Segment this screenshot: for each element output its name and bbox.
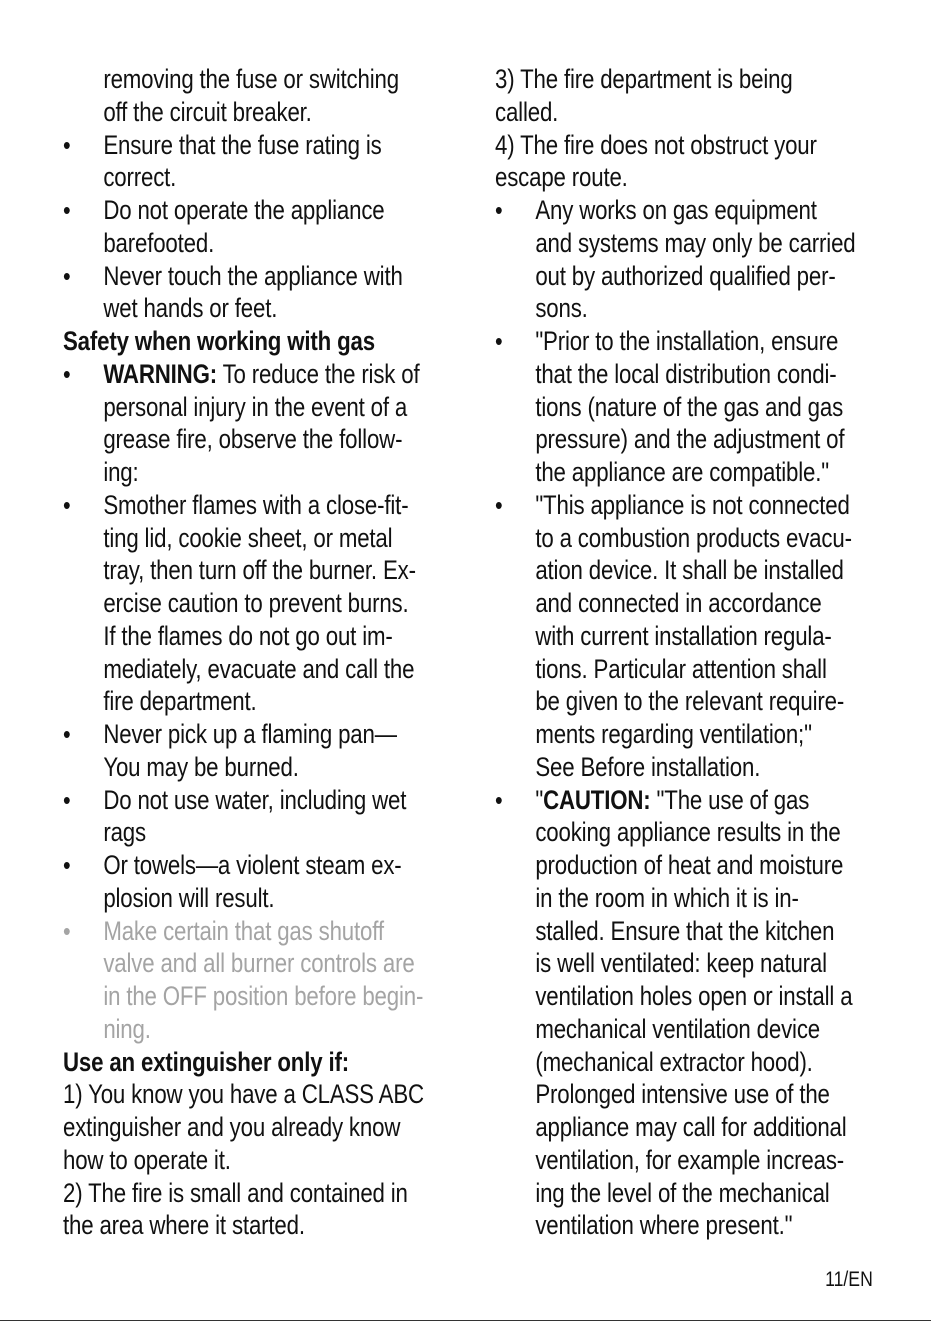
text-line bbox=[495, 1144, 845, 1177]
line-text: Safety when working with gas bbox=[63, 326, 375, 356]
line-text: ing: bbox=[103, 457, 139, 487]
emphasis-label: WARNING: bbox=[103, 358, 217, 389]
line-text: ing the level of the mechanical bbox=[535, 1177, 830, 1208]
line-text: cooking appliance results in the bbox=[535, 817, 841, 848]
line-text: If the flames do not go out im- bbox=[103, 620, 393, 651]
line-text: Use an extinguisher only if: bbox=[63, 1046, 349, 1077]
text-line bbox=[63, 227, 386, 260]
text-line bbox=[63, 653, 415, 686]
line-text: (mechanical extractor hood). bbox=[535, 1046, 813, 1077]
text-line bbox=[495, 292, 823, 325]
line-text: pressure) and the adjustment of bbox=[535, 424, 845, 455]
text-line bbox=[63, 292, 386, 325]
text-line bbox=[63, 63, 399, 96]
text-line bbox=[63, 554, 416, 587]
line-text: how to operate it. bbox=[63, 1144, 231, 1175]
line-text: ments regarding ventilation;" bbox=[535, 719, 812, 749]
line-text: Make certain that gas shutoff bbox=[103, 915, 384, 946]
line-text: Or towels—a violent steam ex- bbox=[103, 850, 402, 880]
bullet-item-line bbox=[63, 849, 402, 882]
line-text: to a combustion products evacu- bbox=[535, 522, 852, 553]
line-text: correct. bbox=[103, 162, 177, 193]
line-text: 2) The fire is small and contained in bbox=[63, 1177, 408, 1208]
bullet-item-line bbox=[63, 129, 386, 162]
text-line bbox=[495, 816, 841, 849]
text-line bbox=[63, 96, 386, 129]
text-line bbox=[495, 751, 823, 784]
text-line bbox=[495, 587, 823, 620]
line-text: Never pick up a flaming pan— bbox=[103, 719, 397, 749]
line-text: personal injury in the event of a bbox=[103, 391, 408, 422]
text-line bbox=[495, 423, 845, 456]
text-line bbox=[495, 63, 823, 96]
line-text: "The use of gas bbox=[650, 784, 810, 815]
line-text: Do not use water, including wet bbox=[103, 784, 407, 815]
text-line bbox=[495, 96, 823, 129]
footer-divider bbox=[0, 1320, 931, 1321]
line-text: 1) You know you have a CLASS ABC bbox=[63, 1079, 424, 1110]
text-line bbox=[495, 227, 856, 260]
text-line bbox=[495, 1209, 823, 1242]
line-text: extinguisher and you already know bbox=[63, 1112, 401, 1142]
text-line bbox=[495, 391, 844, 424]
line-text: ventilation holes open or install a bbox=[535, 981, 853, 1011]
text-line bbox=[63, 1209, 386, 1242]
text-line bbox=[63, 980, 424, 1013]
text-line bbox=[495, 260, 836, 293]
line-text: in the OFF position before begin- bbox=[103, 981, 424, 1011]
text-line bbox=[63, 522, 393, 555]
bullet-item-line bbox=[495, 194, 823, 227]
line-text: the area where it started. bbox=[63, 1210, 305, 1241]
line-text: Smother flames with a close-fit- bbox=[103, 489, 409, 520]
text-line bbox=[63, 620, 393, 653]
line-text: tions (nature of the gas and gas bbox=[535, 391, 844, 422]
text-line bbox=[495, 620, 832, 653]
line-text: ning. bbox=[103, 1013, 151, 1044]
line-text: Prolonged intensive use of the bbox=[535, 1079, 830, 1110]
text-line bbox=[63, 161, 386, 194]
bullet-item-line bbox=[63, 489, 409, 522]
line-text: and systems may only be carried bbox=[535, 227, 856, 258]
text-line bbox=[495, 1111, 847, 1144]
text-line bbox=[495, 456, 829, 489]
text-line bbox=[495, 915, 835, 948]
text-line bbox=[495, 129, 823, 162]
bullet-item-line bbox=[63, 718, 397, 751]
text-line bbox=[495, 522, 852, 555]
text-line bbox=[495, 1046, 823, 1079]
text-line bbox=[495, 1013, 823, 1046]
line-text: be given to the relevant require- bbox=[535, 686, 845, 717]
line-text: mechanical ventilation device bbox=[535, 1013, 821, 1044]
line-text: "This appliance is not connected bbox=[535, 489, 850, 520]
text-line bbox=[63, 685, 386, 718]
section-heading bbox=[63, 325, 386, 358]
line-text: and connected in accordance bbox=[535, 588, 822, 618]
line-text: with current installation regula- bbox=[535, 620, 832, 651]
bullet-item-line bbox=[63, 784, 407, 817]
line-text: ation device. It shall be installed bbox=[535, 555, 844, 586]
text-line bbox=[495, 849, 844, 882]
line-text: ventilation where present." bbox=[535, 1210, 793, 1241]
line-text: ting lid, cookie sheet, or metal bbox=[103, 522, 393, 553]
line-text: Ensure that the fuse rating is bbox=[103, 129, 382, 160]
text-line bbox=[63, 1177, 408, 1210]
text-line bbox=[495, 718, 823, 751]
line-text: 3) The fire department is being bbox=[495, 64, 793, 94]
bullet-item-line bbox=[495, 784, 823, 817]
text-line bbox=[63, 1144, 386, 1177]
text-line bbox=[495, 554, 844, 587]
text-line bbox=[63, 751, 386, 784]
text-line bbox=[495, 1177, 830, 1210]
text-line bbox=[63, 816, 386, 849]
text-line bbox=[495, 980, 853, 1013]
line-text: "Prior to the installation, ensure bbox=[535, 326, 839, 356]
line-text: escape route. bbox=[495, 162, 628, 193]
line-text: tray, then turn off the burner. Ex- bbox=[103, 555, 416, 586]
bullet-item-line bbox=[63, 915, 386, 948]
line-text: grease fire, observe the follow- bbox=[103, 424, 403, 455]
line-text: called. bbox=[495, 96, 559, 127]
line-text: To reduce the risk of bbox=[216, 358, 420, 389]
text-line bbox=[63, 1111, 401, 1144]
left-column bbox=[63, 63, 448, 1242]
line-text: Never touch the appliance with bbox=[103, 260, 403, 291]
bullet-item-line bbox=[495, 325, 839, 358]
bullet-item-line bbox=[63, 358, 420, 391]
line-text: valve and all burner controls are bbox=[103, 948, 415, 979]
line-text: sons. bbox=[535, 293, 588, 324]
line-text: Do not operate the appliance bbox=[103, 195, 385, 225]
text-line bbox=[63, 1078, 424, 1111]
line-text: removing the fuse or switching bbox=[103, 64, 399, 94]
text-line bbox=[63, 456, 386, 489]
line-text: in the room in which it is in- bbox=[535, 882, 799, 913]
right-column bbox=[495, 63, 885, 1242]
text-line bbox=[495, 947, 827, 980]
quote-prefix: " bbox=[535, 784, 544, 815]
line-text: See Before installation. bbox=[535, 751, 761, 782]
line-text: barefooted. bbox=[103, 227, 215, 258]
text-line bbox=[495, 882, 823, 915]
text-line bbox=[63, 947, 415, 980]
section-heading bbox=[63, 1046, 386, 1079]
line-text: plosion will result. bbox=[103, 882, 275, 913]
text-line bbox=[63, 1013, 386, 1046]
emphasis-label: CAUTION: bbox=[543, 784, 651, 815]
line-text: Any works on gas equipment bbox=[535, 195, 817, 225]
text-line bbox=[495, 1078, 830, 1111]
bullet-item-line bbox=[63, 260, 403, 293]
text-line bbox=[495, 161, 823, 194]
text-line bbox=[495, 358, 837, 391]
text-line bbox=[63, 423, 403, 456]
text-line bbox=[63, 882, 386, 915]
line-text: production of heat and moisture bbox=[535, 850, 844, 880]
line-text: the appliance are compatible." bbox=[535, 457, 829, 487]
text-line bbox=[63, 587, 409, 620]
line-text: ventilation, for example increas- bbox=[535, 1144, 845, 1175]
line-text: out by authorized qualified per- bbox=[535, 260, 836, 291]
line-text: is well ventilated: keep natural bbox=[535, 948, 827, 979]
bullet-item-line bbox=[63, 194, 386, 227]
text-line bbox=[495, 653, 827, 686]
line-text: tions. Particular attention shall bbox=[535, 653, 827, 684]
line-text: mediately, evacuate and call the bbox=[103, 653, 415, 684]
line-text: stalled. Ensure that the kitchen bbox=[535, 915, 835, 946]
bullet-item-line bbox=[495, 489, 850, 522]
line-text: that the local distribution condi- bbox=[535, 358, 837, 389]
line-text: fire department. bbox=[103, 686, 257, 717]
text-line bbox=[63, 391, 408, 424]
line-text: off the circuit breaker. bbox=[103, 96, 312, 127]
line-text: ercise caution to prevent burns. bbox=[103, 588, 409, 618]
line-text: You may be burned. bbox=[103, 751, 299, 782]
line-text: appliance may call for additional bbox=[535, 1112, 847, 1142]
page-number: 11/EN bbox=[825, 1268, 873, 1291]
line-text: wet hands or feet. bbox=[103, 293, 278, 324]
text-line bbox=[495, 685, 845, 718]
line-text: rags bbox=[103, 817, 146, 848]
line-text: 4) The fire does not obstruct your bbox=[495, 129, 817, 160]
